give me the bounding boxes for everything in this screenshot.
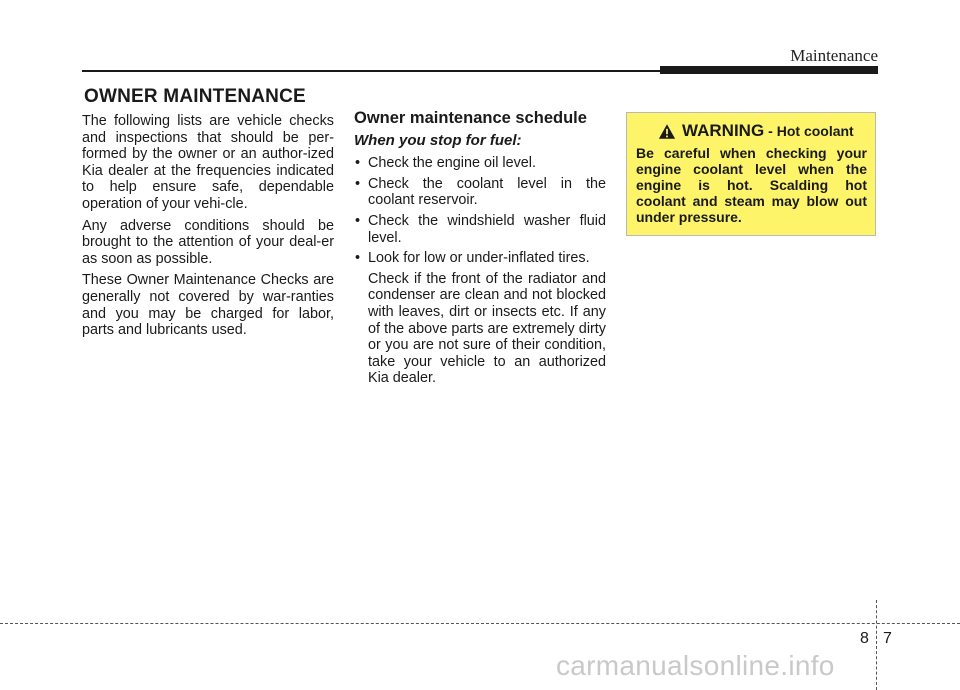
checklist xyxy=(354,155,606,387)
chapter-number: 8 xyxy=(860,630,869,647)
list-item: • Check the windshield washer fluid level. xyxy=(355,212,606,246)
fuel-stop-heading: When you stop for fuel: xyxy=(354,131,522,149)
intro-paragraph: These Owner Maintenance Checks are generally not covered by war-ranties and you may be charged for labor, parts and lubricants used. xyxy=(82,272,334,339)
bullet-icon: • xyxy=(355,212,361,229)
footer-rule xyxy=(0,623,960,624)
page-heading: OWNER MAINTENANCE xyxy=(84,86,306,107)
watermark: carmanualsonline.info xyxy=(556,650,835,681)
page-number: 7 xyxy=(883,630,892,647)
warning-subtitle: - Hot coolant xyxy=(768,123,854,139)
schedule-heading: Owner maintenance schedule xyxy=(354,109,587,127)
warning-triangle-icon xyxy=(658,123,676,140)
warning-text: Be careful when checking your engine coolant level when the engine is hot. Scalding hot coolant and steam may blow out under pressure. xyxy=(636,145,867,225)
bullet-icon: • xyxy=(355,175,361,192)
warning-box xyxy=(626,112,876,236)
bullet-icon: • xyxy=(355,155,361,172)
intro-column xyxy=(82,113,334,344)
intro-paragraph: Any adverse conditions should be brought to the attention of your deal-er as soon as possible. xyxy=(82,217,334,267)
bullet-icon: • xyxy=(355,250,361,267)
list-item: • Check the engine oil level. xyxy=(355,155,536,172)
warning-label: WARNING xyxy=(682,121,765,140)
intro-paragraph: The following lists are vehicle checks and inspections that should be per-formed by the owner or an author-ized Kia dealer at the frequencies indicated to help ensure safe, dependable operation of your vehi-cle. xyxy=(82,113,334,212)
schedule-column xyxy=(354,110,606,391)
list-item: • Check the coolant level in the coolant reservoir. xyxy=(355,175,606,209)
footer-divider xyxy=(876,600,877,690)
header-rule xyxy=(82,70,662,72)
warning-header xyxy=(658,121,867,141)
section-title: Maintenance xyxy=(790,46,878,65)
list-item: • Look for low or under-inflated tires. Check if the front of the radiator and condenser are clean and not blocked with leaves, dirt or insects etc. If any of the above parts are extremely dirty or you are not sure of their condition, take your vehicle to an authorized Kia dealer. xyxy=(355,250,606,387)
list-item-continuation: Check if the front of the radiator and condenser are clean and not blocked with leaves, dirt or insects etc. If any of the above parts are extremely dirty or you are not sure of their condition, take your vehicle to an authorized Kia dealer. xyxy=(368,270,606,387)
header-rule-bold xyxy=(660,66,878,74)
